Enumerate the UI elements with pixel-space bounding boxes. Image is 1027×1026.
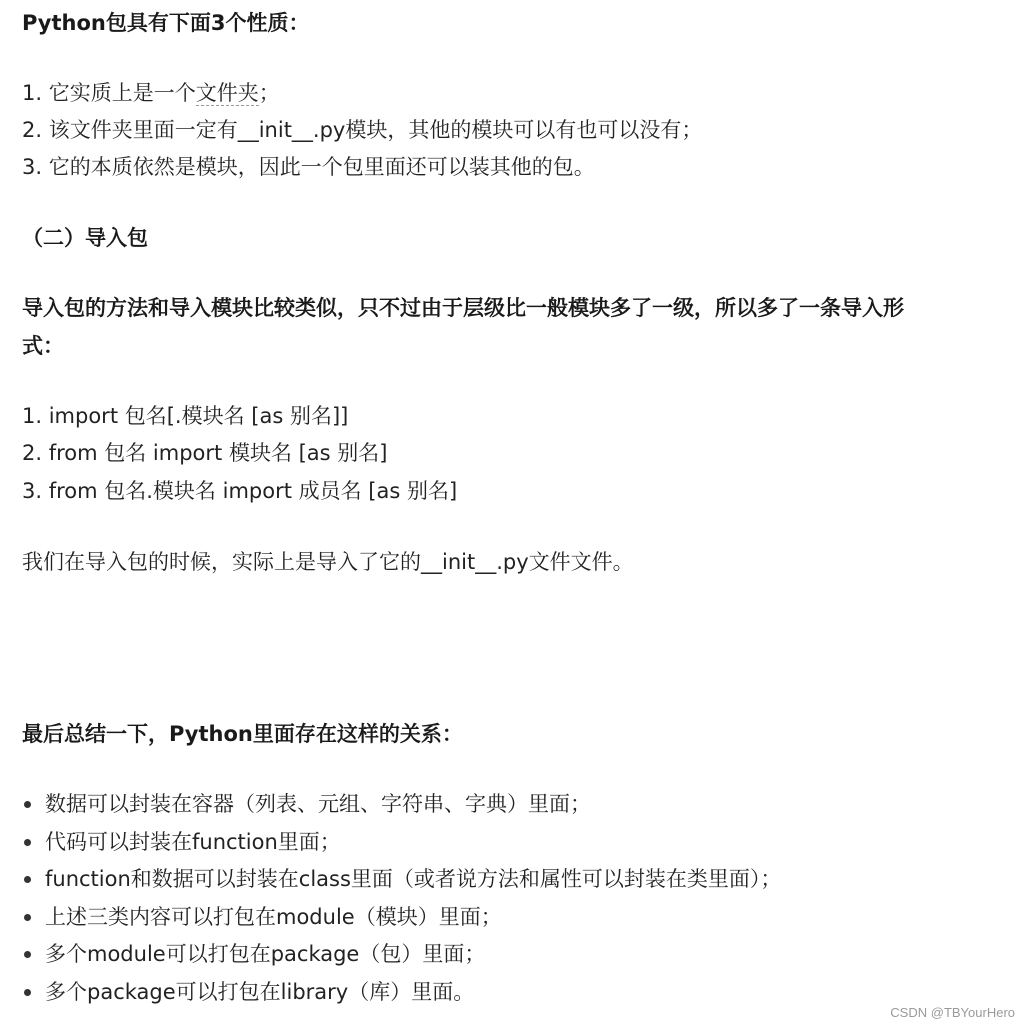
summary-list-item xyxy=(22,864,781,894)
section2-intro-line1: 导入包的方法和导入模块比较类似，只不过由于层级比一般模块多了一级，所以多了一条导入形 xyxy=(22,296,904,320)
section1-heading: Python包具有下面3个性质： xyxy=(22,11,310,35)
bullet-icon xyxy=(24,839,31,846)
bullet-icon xyxy=(24,951,31,958)
bullet-icon xyxy=(24,989,31,996)
summary-item-text: 多个module可以打包在package（包）里面； xyxy=(45,942,486,966)
summary-list-item xyxy=(22,939,485,969)
bullet-icon xyxy=(24,914,31,921)
import-form-2: 2. from 包名 import 模块名 [as 别名] xyxy=(22,441,388,465)
property-item-3: 3. 它的本质依然是模块，因此一个包里面还可以装其他的包。 xyxy=(22,155,595,179)
summary-item-text: 上述三类内容可以打包在module（模块）里面； xyxy=(45,905,502,929)
folder-term: 文件夹 xyxy=(195,81,259,105)
summary-item-text: 数据可以封装在容器（列表、元组、字符串、字典）里面； xyxy=(45,792,591,816)
section3-heading: 最后总结一下，Python里面存在这样的关系： xyxy=(22,722,463,746)
import-note: 我们在导入包的时候，实际上是导入了它的__init__.py文件文件。 xyxy=(22,550,634,574)
section2-intro-line2: 式： xyxy=(22,334,64,358)
summary-item-text: 多个package可以打包在library（库）里面。 xyxy=(45,980,475,1004)
summary-item-text: 代码可以封装在function里面； xyxy=(45,830,341,854)
import-form-1: 1. import 包名[.模块名 [as 别名]] xyxy=(22,404,349,428)
property-item-1 xyxy=(22,78,280,108)
summary-list-item xyxy=(22,902,502,932)
property-item-2: 2. 该文件夹里面一定有__init__.py模块，其他的模块可以有也可以没有； xyxy=(22,118,703,142)
import-form-3: 3. from 包名.模块名 import 成员名 [as 别名] xyxy=(22,479,458,503)
csdn-watermark: CSDN @TBYourHero xyxy=(890,1005,1015,1020)
property-item-1-suffix: ； xyxy=(258,81,280,105)
section2-heading: （二）导入包 xyxy=(22,226,148,250)
summary-list-item xyxy=(22,977,474,1007)
property-item-1-prefix: 1. 它实质上是一个 xyxy=(22,81,196,105)
summary-item-text: function和数据可以封装在class里面（或者说方法和属性可以封装在类里面）； xyxy=(45,867,782,891)
bullet-icon xyxy=(24,876,31,883)
bullet-icon xyxy=(24,801,31,808)
summary-list-item xyxy=(22,789,591,819)
summary-list-item xyxy=(22,827,341,857)
